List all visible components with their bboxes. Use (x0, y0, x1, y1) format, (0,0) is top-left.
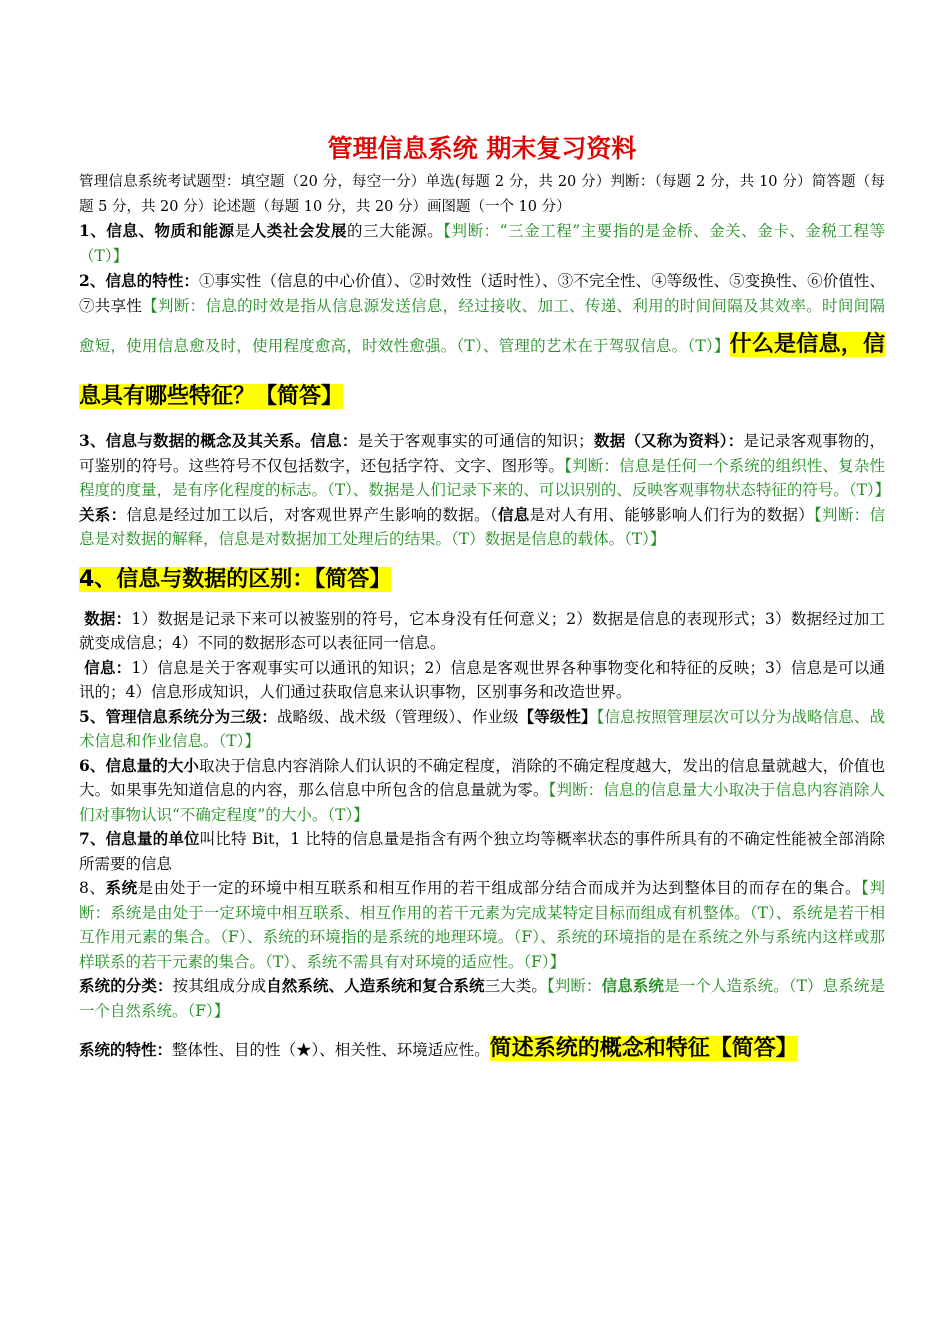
section-1-text-b: 的三大能源。 (347, 222, 444, 240)
section-4-data (79, 607, 885, 656)
section-9-text-a: 按其组成分成 (172, 977, 267, 995)
section-6-heading: 6、信息量的大小 (79, 755, 200, 775)
section-8 (79, 876, 885, 974)
section-4-info-text: 1）信息是关于客观事实可以通讯的知识；2）信息是客观世界各种事物变化和特征的反映；3）信息是可以通讯的；4）信息形成知识，人们通过获取信息来认识事物，区别事务和改造世界。 (79, 658, 885, 701)
section-3-info-text: 是对人有用、能够影响人们行为的数据） (529, 505, 814, 524)
section-5-text: 战略级、战术级（管理级）、作业级 (276, 707, 519, 726)
section-2-judgement: 【判断：信息的时效是指从信息源发送信息，经过接收、加工、传递、利用的时间间隔及其效率。时间间隔愈短，使用信息愈及时，使用程度愈高，时效性愈强。（T）、管理的艺术在于驾驭信息。（T）】 (79, 297, 885, 355)
section-7-heading: 7、信息量的单位 (79, 829, 200, 848)
section-9-judgement-bold: 信息系统 (601, 976, 664, 995)
section-2-text: ①事实性（信息的中心价值）、②时效性（适时性）、③不完全性、④等级性、⑤变换性、⑥价值性、⑦共享性 (79, 272, 885, 315)
section-1-number: 1、 (79, 221, 107, 240)
section-9-bold: 自然系统、人造系统和复合系统 (266, 976, 485, 995)
section-1-judgement: 【判断：“三金工程”主要指的是金桥、金关、金卡、金税工程等（T）】 (79, 222, 885, 265)
section-9-heading: 系统的分类： (79, 976, 173, 995)
section-3 (79, 429, 891, 552)
section-9-judgement-a: 【判断： (546, 977, 602, 995)
section-7-text: 叫比特 Bit，1 比特的信息量是指含有两个独立均等概率状态的事件所具有的不确定性能被全部消除所需要的信息 (79, 830, 885, 873)
section-3-info-bold: 信息 (497, 504, 530, 524)
section-5-heading: 5、管理信息系统分为三级： (79, 706, 277, 726)
section-4-data-text: 1）数据是记录下来可以被鉴别的符号，它本身没有任何意义；2）数据是信息的表现形式；3）数据经过加工就变成信息；4）不同的数据形态可以表征同一信息。 (79, 609, 885, 652)
section-3-relation-heading: 关系： (79, 504, 127, 524)
section-3-relation-text: 信息是经过加工以后，对客观世界产生影响的数据。（ (126, 505, 498, 524)
section-5 (79, 705, 885, 754)
section-3-data-def: 是记录客观事物的，可鉴别的符号。这些符号不仅包括数字，还包括字符、文字、图形等。 (79, 432, 885, 475)
section-4-info-label: 信息： (84, 657, 132, 677)
section-3-judgement-a: 【判断：信息是任何一个系统的组织性、复杂性程度的度量，是有序化程度的标志。（T）、数据是人们记录下来的、可以识别的、反映客观事物状态特征的符号。（T）】 (79, 456, 891, 499)
section-10-short-answer-highlight: 简述系统的概念和特征【简答】 (489, 1036, 798, 1061)
section-6-judgement: 【判断：信息的信息量大小取决于信息内容消除人们对事物认识“不确定程度”的大小。（T）】 (79, 781, 885, 824)
section-9-text-b: 三大类。 (484, 977, 547, 995)
section-2 (79, 268, 885, 423)
section-6 (79, 754, 885, 828)
section-10-heading: 系统的特性： (79, 1040, 173, 1059)
section-4-heading (79, 562, 885, 599)
section-3-heading: 3、信息与数据的概念及其关系。信息： (79, 431, 358, 450)
exam-format-intro: 管理信息系统考试题型：填空题（20 分，每空一分）单选(每题 2 分，共 20 分）判断：（每题 2 分，共 10 分）简答题（每题 5 分，共 20 分）论述题（每题 10 分，共 20 分）画图题（一个 10 分） (79, 174, 885, 215)
section-1-bold-a: 信息、物质和能源 (106, 221, 235, 240)
section-5-judgement: 【信息按照管理层次可以分为战略信息、战术信息和作业信息。（T）】 (79, 707, 885, 750)
section-8-heading: 系统 (105, 878, 138, 897)
section-3-data-heading: 数据（又称为资料）： (593, 431, 744, 450)
document-title: 管理信息系统 期末复习资料 (327, 134, 637, 163)
section-4-info (79, 656, 885, 705)
section-9-judgement-b: 是一个人造系统。（T）息系统是一个自然系统。（F）】 (79, 977, 885, 1020)
section-8-number: 8、 (79, 879, 106, 897)
section-2-heading: 2、信息的特性： (79, 271, 200, 290)
section-4-data-label: 数据： (84, 608, 132, 628)
section-3-judgement-b: 【判断：信息是对数据的解释，信息是对数据加工处理后的结果。（T）数据是信息的载体。（T）】 (79, 505, 885, 548)
section-1-bold-b: 人类社会发展 (250, 221, 347, 240)
section-6-text: 取决于信息内容消除人们认识的不确定程度，消除的不确定程度越大，发出的信息量就越大，价值也大。如果事先知道信息的内容，那么信息中所包含的信息量就为零。 (79, 756, 885, 799)
section-3-info-def: 是关于客观事实的可通信的知识； (357, 432, 594, 450)
section-8-judgement: 【判断：系统是由处于一定环境中相互联系、相互作用的若干元素为完成某特定目标而组成有机整体。（T）、系统是若干相互作用元素的集合。（F）、系统的环境指的是系统的地理环境。（F）、系统的环境指的是在系统之外与系统内这样或那样联系的若干元素的集合。（T）、系统不需具有对环境的适应性。（F）】 (79, 879, 885, 971)
section-7 (79, 827, 885, 876)
document-page (79, 130, 891, 1076)
section-2-short-answer-highlight: 什么是信息，信息具有哪些特征？【简答】 (79, 332, 885, 409)
section-10-text: 整体性、目的性（★）、相关性、环境适应性。 (172, 1041, 490, 1059)
section-1 (79, 219, 885, 268)
section-8-text: 是由处于一定的环境中相互联系和相互作用的若干组成部分结合而成并为达到整体目的而存在的集合。 (137, 879, 862, 897)
section-10 (79, 1023, 885, 1076)
section-4-short-answer-highlight: 4、信息与数据的区别：【简答】 (79, 566, 392, 592)
section-1-text-a: 是 (234, 222, 251, 240)
section-9 (79, 974, 885, 1023)
section-5-bold: 【等级性】 (518, 706, 597, 726)
